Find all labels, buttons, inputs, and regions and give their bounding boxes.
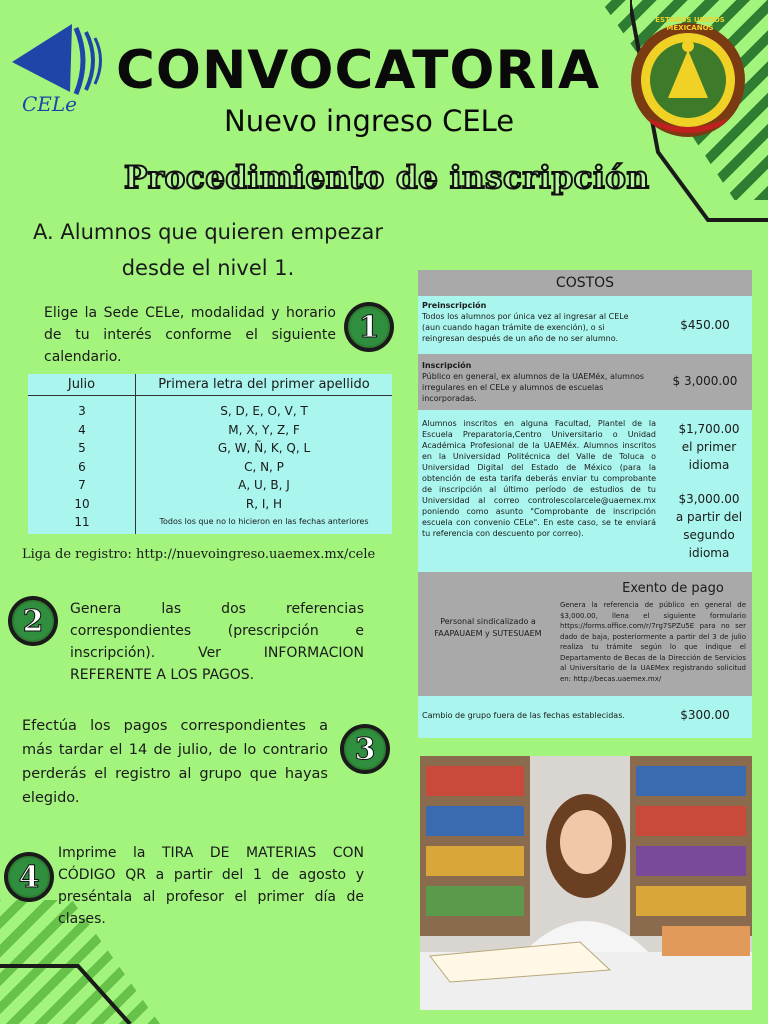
alumnos-amount-2: $3,000.00 [678, 492, 740, 506]
uaemex-seal-icon [628, 20, 748, 140]
cost-row-cambio [418, 696, 752, 738]
alumnos-amount-2-note: a partir del segundo idioma [675, 510, 743, 560]
calendar-row: 10 R, I, H [74, 496, 283, 511]
alumnos-text: Alumnos inscritos en alguna Facultad, Plantel de la Escuela Preparatoria,Centro Universitario o Unidad Académica Profesional de la UAEMéx. Alumnos inscritos en la Universidad Politécnica del Valle de Toluca o Universidad Digital del Estado de México (para la obtención de esta tarifa deberás enviar tu comprobante de inscripción al último período de estudios de tu Universidad al correo controlescolarcele@uaemex.mx poniendo como asunto "Comprobante de inscripción escuela con convenio CELe". En este caso, se te enviará tu referencia con descuento por correo). [422, 419, 656, 538]
calendar-row: 7 A, U, B, J [78, 478, 290, 492]
student-reading-photo [420, 756, 752, 1010]
cost-row-preinscripcion [418, 296, 752, 354]
cambio-text: Cambio de grupo fuera de las fechas establecidas. [422, 711, 625, 720]
exento-left: Personal sindicalizado a FAAPAUAEM y SUTESUAEM [434, 617, 542, 638]
calendar-row: 11 Todos los que no lo hicieron en las fechas anteriores [74, 515, 369, 529]
calendar-col-julio: Julio [28, 374, 136, 395]
step-1-number: 1 [348, 306, 390, 348]
exento-right: Genera la referencia de público en general de $3,000.00, llena el siguiente formulario https://forms.office.com/r/7rg7SPZu5E para no ser dado de baja, posteriormente a partir del 3 de julio realiza tu trámite según lo que indique el Departamento de Becas de la Dirección de Servicios al Universitario de la UAEMex registrando solicitud en: http://becas.uaemex.mx/ [560, 601, 746, 683]
registration-link[interactable]: Liga de registro: http://nuevoingreso.uaemex.mx/cele [22, 547, 376, 562]
seal-text: ESTADOS UNIDOS MEXICANOS [655, 16, 725, 32]
preinscripcion-amount: $450.00 [680, 318, 730, 332]
step-1-text: Elige la Sede CELe, modalidad y horario de tu interés conforme el siguiente calendario. [44, 305, 336, 365]
page-subtitle: Nuevo ingreso CELe [224, 104, 515, 138]
step-4-badge [4, 852, 54, 902]
calendar-header [28, 374, 392, 396]
step-3-number: 3 [344, 728, 386, 770]
calendar-row: 3 S, D, E, O, V, T [78, 404, 308, 418]
calendar-row: 6 C, N, P [78, 459, 284, 474]
step-2-text: Genera las dos referencias correspondientes (prescripción e inscripción). Ver INFORMACION REFERENTE A LOS PAGOS. [70, 601, 364, 683]
step-3-text: Efectúa los pagos correspondientes a más tardar el 14 de julio, de lo contrario perderás el registro al grupo que hayas elegido. [22, 718, 328, 806]
costs-table [418, 270, 752, 738]
step-3-badge [340, 724, 390, 774]
logo-text: CELe [22, 92, 78, 116]
step-2-number: 2 [12, 600, 54, 642]
preinscripcion-text: Todos los alumnos por única vez al ingresar al CELe (aun cuando hagan trámite de exención), o si reingresan después de un año de no ser alumno. [422, 312, 629, 343]
preinscripcion-title: Preinscripción [422, 301, 487, 310]
calendar-col-letter: Primera letra del primer apellido [158, 377, 370, 392]
step-1-badge [344, 302, 394, 352]
alumnos-amount-1: $1,700.00 [678, 422, 740, 436]
inscripcion-text: Público en general, ex alumnos de la UAEMéx, alumnos irregulares en el CELe y alumnos de escuelas incorporadas. [422, 372, 645, 403]
cost-row-alumnos [418, 410, 752, 572]
costs-heading: COSTOS [418, 270, 752, 296]
decorative-frame-lines-bottom [0, 960, 140, 1024]
cambio-amount: $300.00 [680, 708, 730, 722]
exento-title: Exento de pago [622, 581, 724, 596]
calendar-row: 5 G, W, Ñ, K, Q, L [78, 441, 311, 455]
section-a-heading: A. Alumnos que quieren empezar desde el nivel 1. [33, 220, 383, 280]
step-2-badge [8, 596, 58, 646]
procedure-title: Procedimiento de inscripción [124, 160, 650, 196]
step-4-text: Imprime la TIRA DE MATERIAS CON CÓDIGO QR a partir del 1 de agosto y preséntala al profesor el primer día de clases. [58, 845, 364, 927]
calendar-row: 4 M, X, Y, Z, F [78, 422, 300, 437]
inscripcion-title: Inscripción [422, 361, 472, 370]
calendar-table [28, 374, 392, 534]
cost-row-exento [418, 572, 752, 696]
inscripcion-amount: $ 3,000.00 [672, 374, 738, 388]
page-title: CONVOCATORIA [116, 40, 601, 101]
alumnos-amount-1-note: el primer idioma [681, 440, 737, 472]
step-4-number: 4 [8, 856, 50, 898]
cost-row-inscripcion [418, 354, 752, 410]
